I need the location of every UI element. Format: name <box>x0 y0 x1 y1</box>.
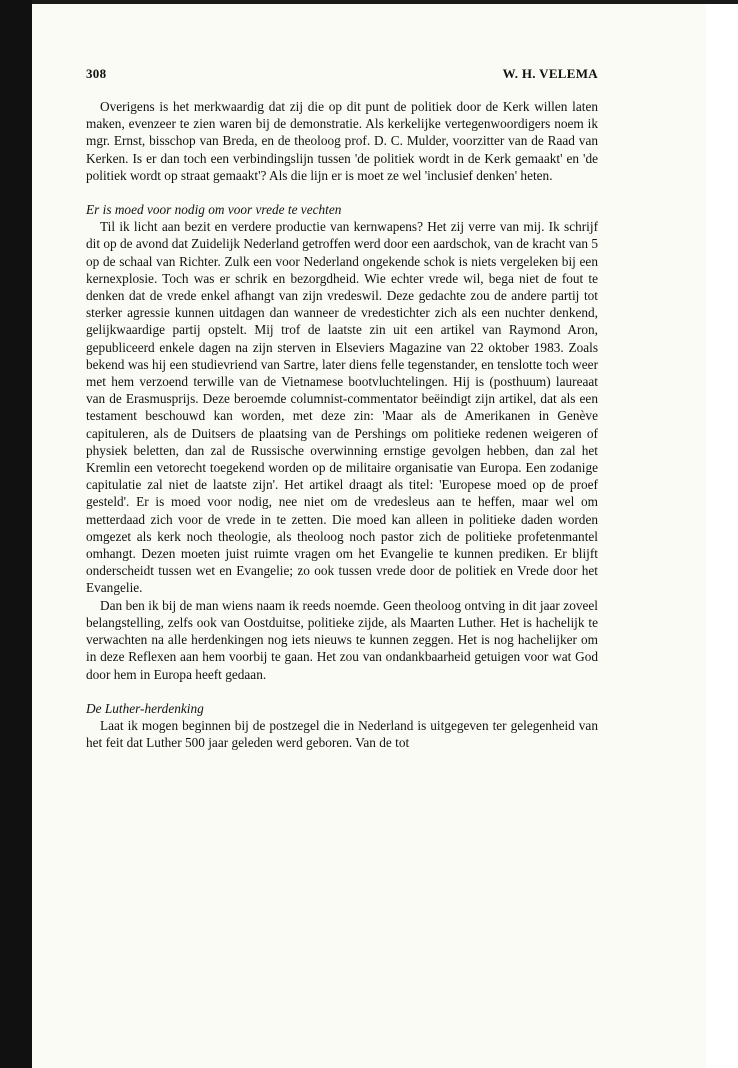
paragraph: Overigens is het merkwaardig dat zij die op dit punt de politiek door de Kerk willen laten maken, evenzeer te zien waren bij de demonstratie. Als kerkelijke vertegenwoordigers noem ik mgr. Ernst, bisschop van Breda, en de theoloog prof. D. C. Mulder, voorzitter van de Raad van Kerken. Is er dan toch een verbindingslijn tussen 'de politiek wordt in de Kerk gemaakt' en 'de politiek wordt op straat gemaakt'? Als die lijn er is moet ze wel 'inclusief denken' heten. <box>86 99 598 183</box>
page-number: 308 <box>86 66 107 81</box>
running-title: W. H. VELEMA <box>502 66 598 81</box>
section-heading-moed: Er is moed voor nodig om voor vrede te vechten <box>86 202 342 218</box>
scan-edge-left <box>0 0 32 1068</box>
paragraph: Til ik licht aan bezit en verdere productie van kernwapens? Het zij verre van mij. Ik schrijf dit op de avond dat Zuidelijk Nederland getroffen werd door een aardschok, van de kracht van 5 op de schaal van Richter. Zulk een voor Nederland ongekende schok is niets vergeleken bij een kernexplosie. Toch was er schrik en bezorgdheid. Wie echter vrede wil, bega niet de fout te denken dat de vrede enkel afhangt van zijn vredeswil. Deze gedachte zou de andere partij tot sterker agressie kunnen uitdagen dan wanneer de vredestichter zich als een nuchter denkend, gelijkwaardige partij opstelt. Mij trof de laatste zin uit een artikel van Raymond Aron, gepubliceerd enkele dagen na zijn sterven in Elseviers Magazine van 22 oktober 1983. Zoals bekend was hij een studievriend van Sartre, later diens felle tegenstander, en tenslotte toch weer met hem verzoend terwille van de Vietnamese bootvluchtelingen. Hij is (posthuum) laureaat van de Erasmusprijs. Deze beroemde columnist-commentator beëindigt zijn artikel, dat als een testament beschouwd kan worden, met deze zin: 'Maar als de Amerikanen in Genève capituleren, als de Duitsers de plaatsing van de Pershings om politieke redenen weigeren of physiek beletten, dan zal de Russische overwinning ernstige gevolgen hebben, dan zal het Kremlin een vetorecht toegekend worden op de militaire organisatie van Europa. Een zodanige capitulatie zal niet de laatste zijn'. Het artikel draagt als titel: 'Europese moed op de proef gesteld'. Er is moed voor nodig, nee niet om de vredesleus aan te heffen, maar wel om metterdaad zich voor de vrede in te zetten. Die moed kan alleen in politieke daden worden omgezet als kerk noch theologie, als theoloog noch pastor zich de politieke profetenmantel omhangt. Dezen moeten juist ruimte vragen om het Evangelie te kunnen prediken. Er blijft onderscheidt tussen wet en Evangelie; zo ook tussen vrede door de politiek en Vrede door het Evangelie. <box>86 219 598 596</box>
article-body <box>86 98 598 751</box>
section-heading-luther: De Luther-herdenking <box>86 700 204 716</box>
paragraph: Laat ik mogen beginnen bij de postzegel die in Nederland is uitgegeven ter gelegenheid van het feit dat Luther 500 jaar geleden werd geboren. Van de tot <box>86 717 598 751</box>
page-header <box>86 66 598 82</box>
paragraph: Dan ben ik bij de man wiens naam ik reeds noemde. Geen theoloog ontving in dit jaar zoveel belangstelling, zelfs ook van Oostduitse, politieke zijde, als Maarten Luther. Het is hachelijk te verwachten na alle herdenkingen nog iets nieuws te kunnen zeggen. Het is nog hachelijker om in deze Reflexen aan hem voorbij te gaan. Het zou van ondankbaarheid getuigen voor wat God door hem in Europa heeft gedaan. <box>86 597 598 682</box>
